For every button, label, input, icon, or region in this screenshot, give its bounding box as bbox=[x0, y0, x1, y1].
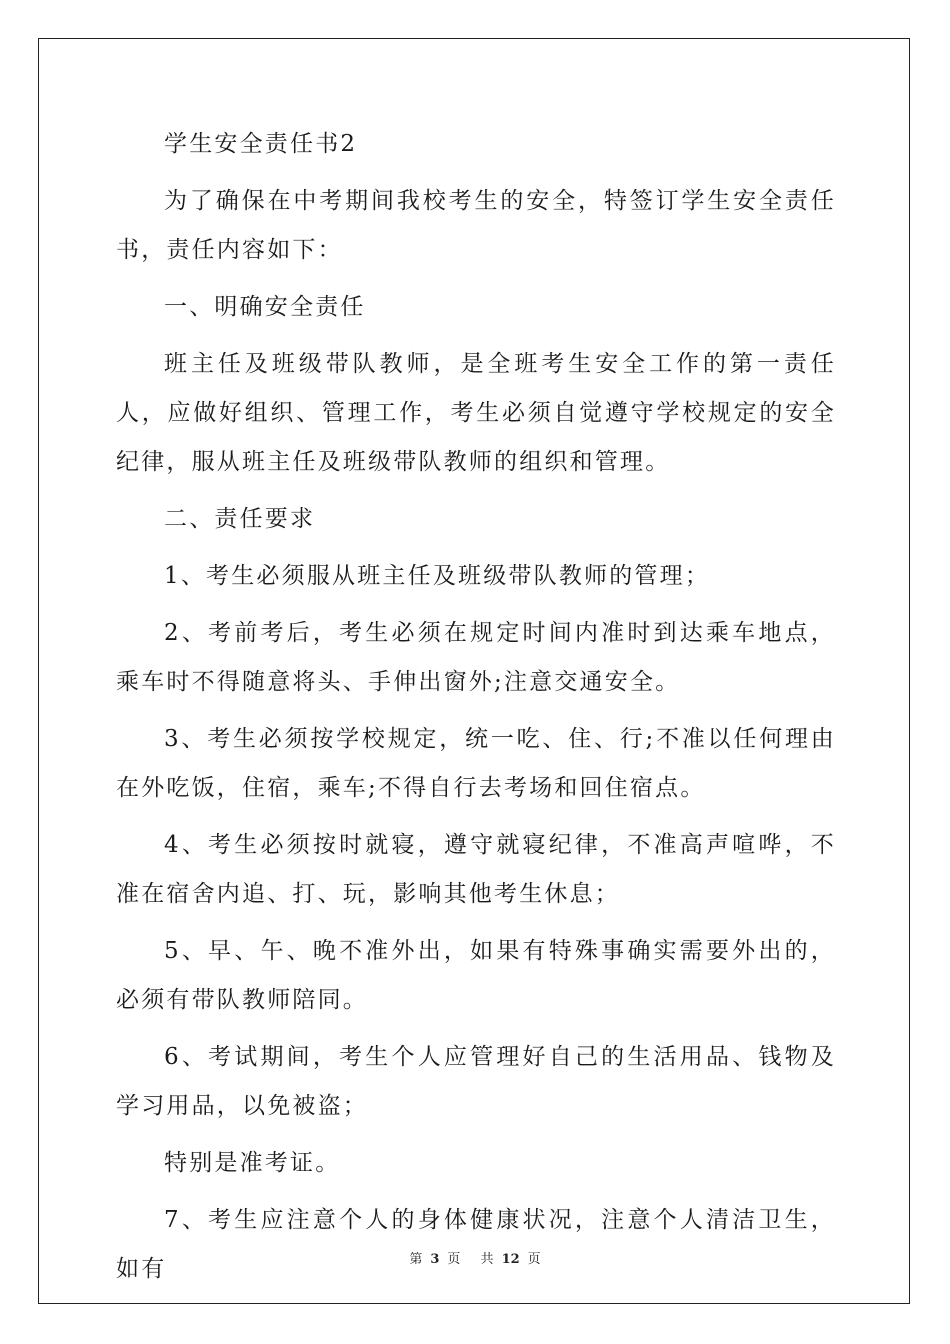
page-current: 3 bbox=[430, 1252, 440, 1267]
page-suffix: 页 bbox=[447, 1252, 461, 1267]
section-heading-2: 二、责任要求 bbox=[164, 506, 316, 532]
total-prefix: 共 bbox=[480, 1252, 494, 1267]
requirement-item-1: 1、考生必须服从班主任及班级带队教师的管理； bbox=[164, 563, 711, 589]
page-footer bbox=[0, 1248, 950, 1267]
requirement-item-2: 2、考前考后，考生必须在规定时间内准时到达乘车地点，乘车时不得随意将头、手伸出窗外;注意交通安全。 bbox=[116, 620, 836, 695]
requirement-item-3: 3、考生必须按学校规定，统一吃、住、行;不准以任何理由在外吃饭，住宿，乘车;不得自行去考场和回住宿点。 bbox=[116, 726, 836, 801]
page-total bbox=[477, 1252, 545, 1267]
total-suffix: 页 bbox=[527, 1252, 541, 1267]
total-count: 12 bbox=[501, 1252, 520, 1267]
section-heading-1: 一、明确安全责任 bbox=[164, 294, 366, 320]
requirement-item-4: 4、考生必须按时就寝，遵守就寝纪律，不准高声喧哗，不准在宿舍内追、打、玩，影响其他考生休息； bbox=[116, 832, 836, 907]
requirement-item-7: 7、考生应注意个人的身体健康状况，注意个人清洁卫生，如有 bbox=[116, 1207, 836, 1282]
requirement-item-6: 6、考试期间，考生个人应管理好自己的生活用品、钱物及学习用品，以免被盗； bbox=[116, 1044, 836, 1119]
requirement-item-6-note: 特别是准考证。 bbox=[164, 1150, 341, 1176]
document-title: 学生安全责任书2 bbox=[164, 131, 358, 157]
intro-paragraph: 为了确保在中考期间我校考生的安全，特签订学生安全责任书，责任内容如下： bbox=[116, 188, 836, 263]
requirement-item-5: 5、早、午、晚不准外出，如果有特殊事确实需要外出的，必须有带队教师陪同。 bbox=[116, 938, 836, 1013]
paragraph-responsibility: 班主任及班级带队教师，是全班考生安全工作的第一责任人，应做好组织、管理工作，考生必须自觉遵守学校规定的安全纪律，服从班主任及班级带队教师的组织和管理。 bbox=[116, 351, 836, 475]
page-prefix: 第 bbox=[409, 1252, 423, 1267]
document-body bbox=[116, 120, 836, 1302]
page-number bbox=[405, 1252, 464, 1267]
